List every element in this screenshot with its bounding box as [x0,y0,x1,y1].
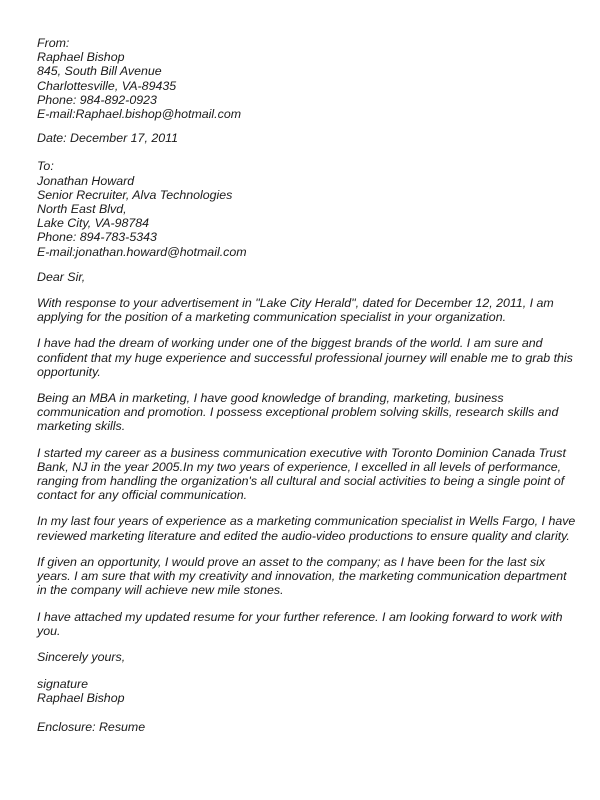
closing-text: Sincerely yours, [37,649,126,664]
enclosure-text: Enclosure: Resume [37,719,146,734]
recipient-title: Senior Recruiter, Alva Technologies [37,187,233,202]
paragraph-line: If given an opportunity, I would prove an asset to the company; as I have been for the last six [37,554,546,569]
recipient-name: Jonathan Howard [37,173,135,188]
paragraph-line: I started my career as a business communication executive with Toronto Dominion Canada Trust [37,445,566,460]
paragraph-line: With response to your advertisement in "Lake City Herald", dated for December 12, 2011, I am [37,296,554,311]
enclosure [37,720,577,734]
body-paragraph-4 [37,446,577,503]
paragraph-line: applying for the position of a marketing communication specialist in your organization. [37,310,507,325]
paragraph-line: years. I am sure that with my creativity and innovation, the marketing communication department [37,569,567,584]
sender-city: Charlottesville, VA-89435 [37,78,177,93]
body-paragraph-6 [37,555,577,598]
recipient-street: North East Blvd, [37,202,127,217]
paragraph-line: marketing skills. [37,419,126,434]
recipient-phone: Phone: 894-783-5343 [37,230,157,245]
sender-phone: Phone: 984-892-0923 [37,92,157,107]
signature-name: Raphael Bishop [37,691,125,706]
date-block [37,131,577,145]
paragraph-line: communication and promotion. I possess exceptional problem solving skills, research skills and [37,405,559,420]
sender-name: Raphael Bishop [37,50,125,65]
paragraph-line: you. [37,623,61,638]
paragraph-line: I have had the dream of working under one of the biggest brands of the world. I am sure and [37,336,543,351]
paragraph-line: confident that my huge experience and successful professional journey will enable me to grab this [37,350,573,365]
paragraph-line: in the company will achieve new mile stones. [37,583,284,598]
sender-block [37,36,577,121]
paragraph-line: Bank, NJ in the year 2005.In my two years of experience, I excelled in all levels of performance, [37,459,562,474]
sender-email: E-mail:Raphael.bishop@hotmail.com [37,107,242,122]
signature-label: signature [37,677,88,692]
paragraph-line: reviewed marketing literature and edited the audio-video productions to ensure quality and clarity. [37,528,570,543]
sender-street: 845, South Bill Avenue [37,64,162,79]
cover-letter [37,36,577,734]
paragraph-line: In my last four years of experience as a marketing communication specialist in Wells Fargo, I have [37,514,576,529]
paragraph-line: ranging from handling the organization's all cultural and social activities to being a single point of [37,474,565,489]
recipient-block [37,159,577,258]
salutation [37,270,577,284]
body-paragraph-1 [37,296,577,324]
body-paragraph-2 [37,336,577,379]
paragraph-line: I have attached my updated resume for your further reference. I am looking forward to work with [37,609,563,624]
salutation-text: Dear Sir, [37,269,86,284]
paragraph-line: contact for any official communication. [37,488,248,503]
recipient-email: E-mail:jonathan.howard@hotmail.com [37,244,247,259]
closing [37,650,577,664]
body-paragraph-7 [37,610,577,638]
recipient-label: To: [37,159,54,174]
recipient-city: Lake City, VA-98784 [37,216,150,231]
body-paragraph-5 [37,514,577,542]
signature-block [37,677,577,705]
letter-date: Date: December 17, 2011 [37,131,178,146]
body-paragraph-3 [37,391,577,434]
paragraph-line: Being an MBA in marketing, I have good knowledge of branding, marketing, business [37,391,504,406]
paragraph-line: opportunity. [37,364,101,379]
sender-label: From: [37,36,70,50]
